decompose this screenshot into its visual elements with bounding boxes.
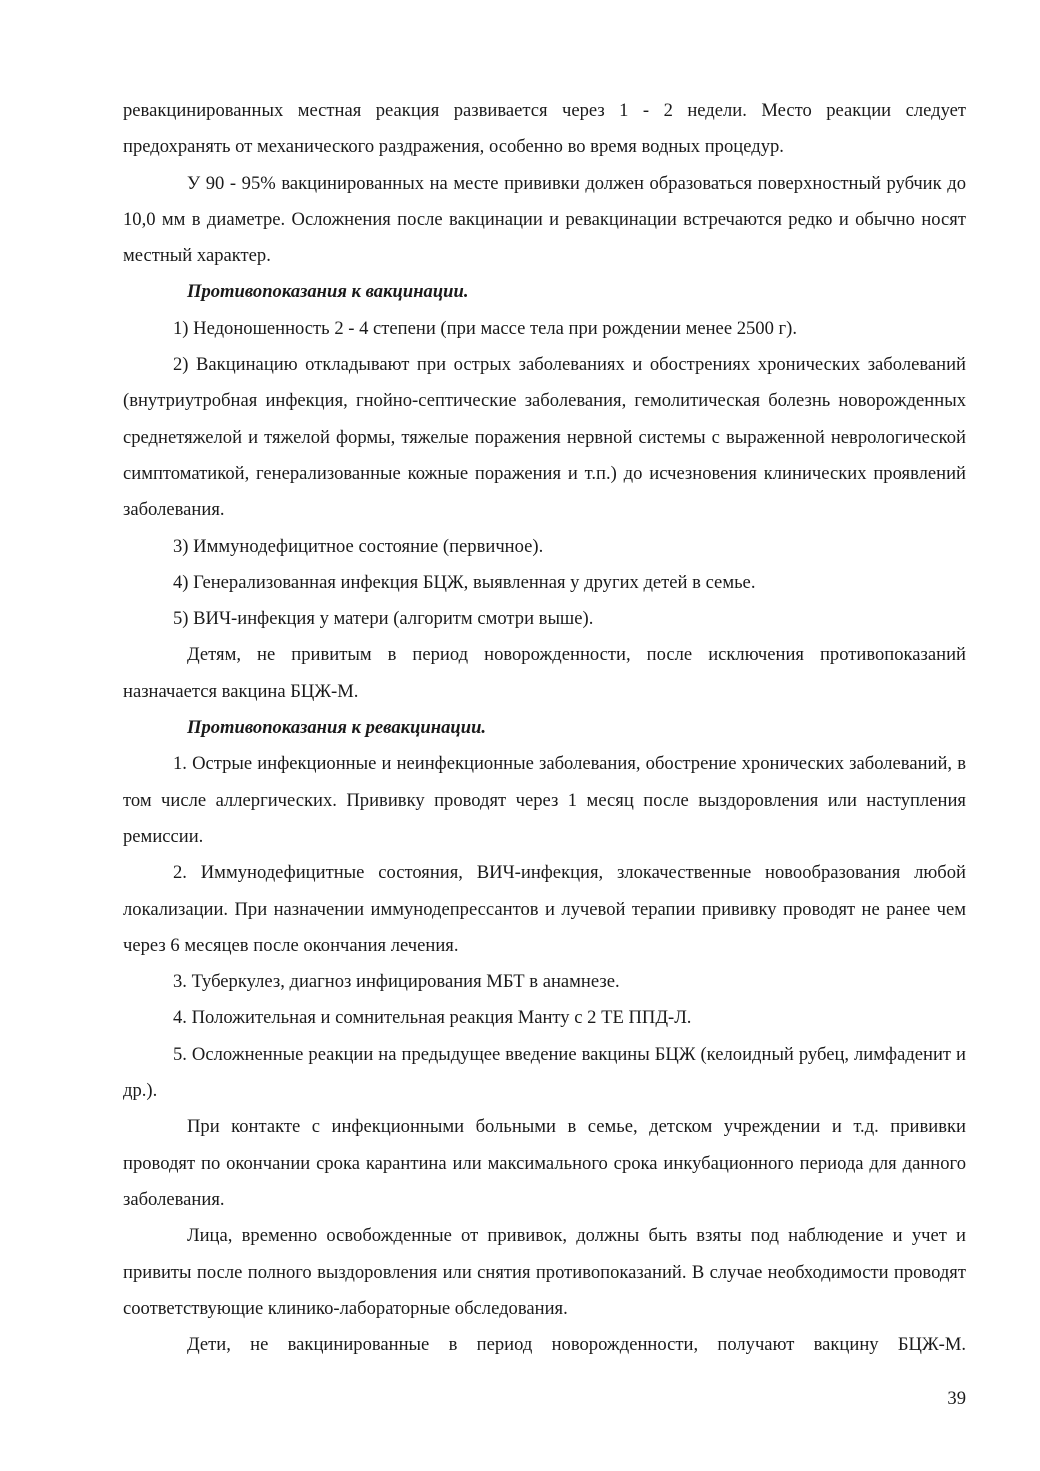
paragraph-unvaccinated-children: Дети, не вакцинированные в период новорожденности, получают вакцину БЦЖ-М. bbox=[187, 1334, 966, 1356]
list-item-vaccination-1: 1) Недоношенность 2 - 4 степени (при массе тела при рождении менее 2500 г). bbox=[173, 317, 798, 339]
page-number: 39 bbox=[947, 1388, 966, 1409]
paragraph-temporarily-exempt: Лица, временно освобожденные от прививок, должны быть взяты под наблюдение и учет и привиты после полного выздоровления или снятия противопоказаний. В случае необходимости проводят соответствующие клинико-лабораторные обследования. bbox=[123, 1225, 966, 1319]
list-item-revaccination-4: 4. Положительная и сомнительная реакция Манту с 2 ТЕ ППД-Л. bbox=[173, 1007, 692, 1029]
list-item-vaccination-3: 3) Иммунодефицитное состояние (первичное). bbox=[173, 535, 544, 557]
paragraph-reaction-care: ревакцинированных местная реакция развивается через 1 - 2 недели. Место реакции следует предохранять от механического раздражения, особенно во время водных процедур. bbox=[123, 100, 966, 158]
paragraph-bcg-m-assignment: Детям, не привитым в период новорожденности, после исключения противопоказаний назначается вакцина БЦЖ-М. bbox=[123, 644, 966, 702]
list-item-revaccination-3: 3. Туберкулез, диагноз инфицирования МБТ в анамнезе. bbox=[173, 971, 620, 993]
heading-vaccination-contraindications: Противопоказания к вакцинации. bbox=[187, 281, 469, 303]
list-item-vaccination-5: 5) ВИЧ-инфекция у матери (алгоритм смотри выше). bbox=[173, 608, 594, 630]
paragraph-infectious-contact: При контакте с инфекционными больными в семье, детском учреждении и т.д. прививки проводят по окончании срока карантина или максимального срока инкубационного периода для данного заболевания. bbox=[123, 1116, 966, 1210]
list-item-revaccination-1: 1. Острые инфекционные и неинфекционные заболевания, обострение хронических заболеваний, в том числе аллергических. Прививку проводят через 1 месяц после выздоровления или наступления ремиссии. bbox=[123, 753, 966, 847]
list-item-vaccination-4: 4) Генерализованная инфекция БЦЖ, выявленная у других детей в семье. bbox=[173, 571, 756, 593]
list-item-revaccination-2: 2. Иммунодефицитные состояния, ВИЧ-инфекция, злокачественные новообразования любой локализации. При назначении иммунодепрессантов и лучевой терапии прививку проводят не ранее чем через 6 месяцев после окончания лечения. bbox=[123, 862, 966, 956]
list-item-revaccination-5: 5. Осложненные реакции на предыдущее введение вакцины БЦЖ (келоидный рубец, лимфаденит и др.). bbox=[123, 1043, 966, 1102]
paragraph-scar-formation: У 90 - 95% вакцинированных на месте прививки должен образоваться поверхностный рубчик до 10,0 мм в диаметре. Осложнения после вакцинации и ревакцинации встречаются редко и обычно носят местный характер. bbox=[123, 172, 966, 267]
document-page bbox=[123, 93, 966, 1363]
list-item-vaccination-2: 2) Вакцинацию откладывают при острых заболеваниях и обострениях хронических заболеваний (внутриутробная инфекция, гнойно-септические заболевания, гемолитическая болезнь новорожденных среднетяжелой и тяжелой формы, тяжелые поражения нервной системы с выраженной неврологической симптоматикой, генерализованные кожные поражения и т.п.) до исчезновения клинических проявлений заболевания. bbox=[123, 354, 966, 521]
heading-revaccination-contraindications: Противопоказания к ревакцинации. bbox=[187, 717, 487, 739]
